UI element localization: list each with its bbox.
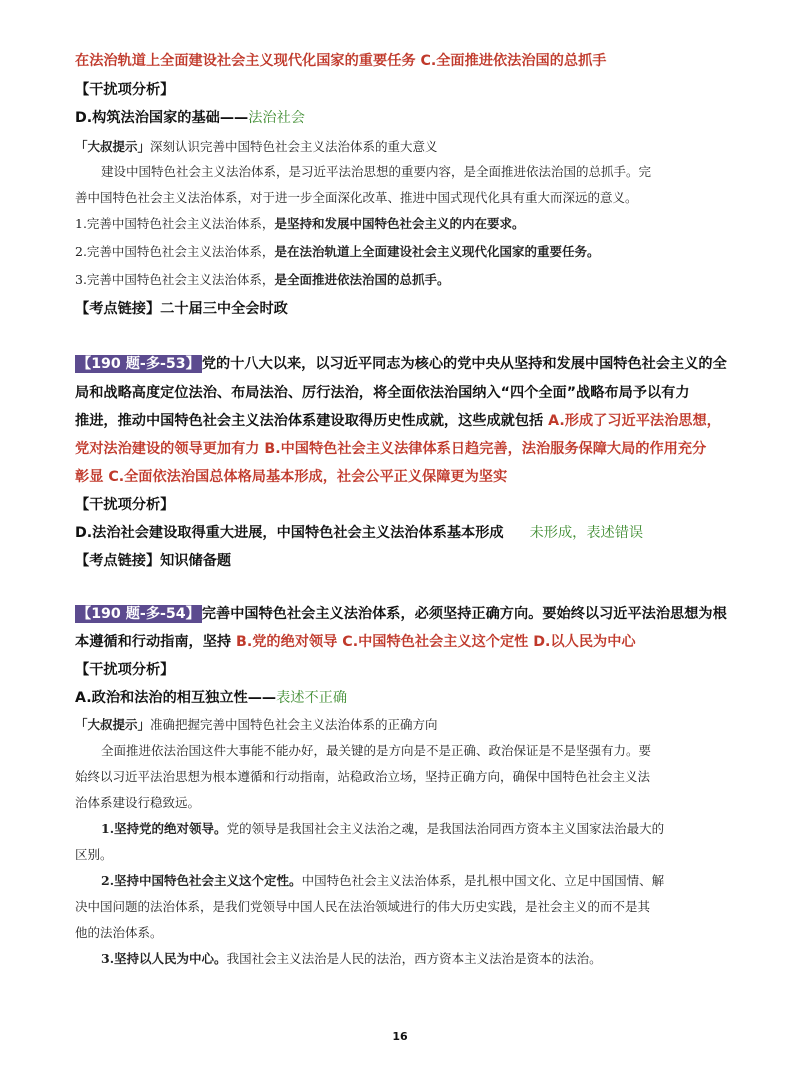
tip-item-1-cont: 区别。	[75, 847, 113, 862]
distractor-heading: 【干扰项分析】	[75, 82, 175, 98]
question-tag-54: 【190 题-多-54】	[77, 606, 200, 622]
page-number: 16	[392, 1030, 408, 1043]
distractor-d-note: 未形成，表述错误	[529, 525, 644, 541]
tip-point-2: 2.完善中国特色社会主义法治体系，是在法治轨道上全面建设社会主义现代化国家的重要任务。	[75, 244, 600, 259]
tip-paragraph-line: 建设中国特色社会主义法治体系，是习近平法治思想的重要内容，是全面推进依法治国的总抓手。完	[101, 164, 652, 179]
tip-item-2-cont: 决中国问题的法治体系，是我们党领导中国人民在法治领域进行的伟大历史实践，是社会主义的而不是其	[75, 899, 651, 914]
tip-item-2: 2.坚持中国特色社会主义这个定性。中国特色社会主义法治体系，是扎根中国文化、立足中国国情、解	[101, 873, 665, 888]
answer-continuation: 在法治轨道上全面建设社会主义现代化国家的重要任务 C.全面推进依法治国的总抓手	[75, 53, 607, 69]
answers-bcd: B.党的绝对领导 C.中国特色社会主义这个定性 D.以人民为中心	[236, 634, 636, 650]
distractor-a-note: 表述不正确	[276, 690, 348, 706]
exam-link: 【考点链接】知识储备题	[75, 553, 232, 569]
distractor-a: A.政治和法治的相互独立性——表述不正确	[75, 690, 348, 706]
distractor-d: D.法治社会建设取得重大进展，中国特色社会主义法治体系基本形成 未形成，表述错误	[75, 525, 644, 541]
tip-title: 准确把握完善中国特色社会主义法治体系的正确方向	[150, 717, 438, 732]
tip-paragraph-line: 善中国特色社会主义法治体系，对于进一步全面深化改革、推进中国式现代化具有重大而深远的意义。	[75, 190, 638, 205]
distractor-d-note: 法治社会	[248, 110, 305, 126]
question-tag-53: 【190 题-多-53】	[77, 356, 200, 372]
answer-c: 彰显 C.全面依法治国总体格局基本形成，社会公平正义保障更为坚实	[75, 469, 508, 485]
answer-b: 党对法治建设的领导更加有力 B.中国特色社会主义法律体系日趋完善，法治服务保障大局的作用充分	[75, 441, 707, 457]
tip-heading	[75, 137, 438, 155]
tip-paragraph-line: 全面推进依法治国这件大事能不能办好，最关键的是方向是不是正确、政治保证是不是坚强有力。要	[101, 743, 652, 758]
tip-prefix: 「大叔提示」	[75, 139, 151, 154]
question-53-line: 局和战略高度定位法治、布局法治、厉行法治，将全面依法治国纳入“四个全面”战略布局予以有力	[75, 385, 690, 401]
answer-a: A.形成了习近平法治思想，	[548, 413, 721, 429]
tip-item-3: 3.坚持以人民为中心。我国社会主义法治是人民的法治，西方资本主义法治是资本的法治。	[101, 951, 602, 966]
tip-item-1: 1.坚持党的绝对领导。党的领导是我国社会主义法治之魂，是我国法治同西方资本主义国家法治最大的	[101, 821, 665, 836]
question-54-line: 本遵循和行动指南，坚持 B.党的绝对领导 C.中国特色社会主义这个定性 D.以人民为中心	[75, 634, 636, 650]
question-53-line: 【190 题-多-53】 党的十八大以来，以习近平同志为核心的党中央从坚持和发展中国特色社会主义的全	[77, 356, 727, 372]
question-53-line: 推进，推动中国特色社会主义法治体系建设取得历史性成就，这些成就包括 A.形成了习近平法治思想，	[75, 413, 721, 429]
exam-link: 【考点链接】二十届三中全会时政	[75, 301, 288, 317]
tip-point-1: 1.完善中国特色社会主义法治体系，是坚持和发展中国特色社会主义的内在要求。	[75, 216, 525, 231]
tip-prefix: 「大叔提示」	[75, 717, 151, 732]
tip-paragraph-line: 始终以习近平法治思想为根本遵循和行动指南，站稳政治立场，坚持正确方向，确保中国特色社会主义法	[75, 769, 651, 784]
tip-heading	[75, 715, 438, 733]
tip-item-2-cont: 他的法治体系。	[75, 925, 163, 940]
tip-title: 深刻认识完善中国特色社会主义法治体系的重大意义	[150, 139, 438, 154]
distractor-d-text: D.构筑法治国家的基础——	[75, 110, 249, 126]
tip-point-3: 3.完善中国特色社会主义法治体系，是全面推进依法治国的总抓手。	[75, 272, 450, 287]
question-54-line: 【190 题-多-54】 完善中国特色社会主义法治体系，必须坚持正确方向。要始终以习近平法治思想为根	[77, 606, 727, 622]
distractor-d	[75, 107, 305, 127]
distractor-heading: 【干扰项分析】	[75, 497, 175, 513]
tip-paragraph-line: 治体系建设行稳致远。	[75, 795, 201, 810]
distractor-heading: 【干扰项分析】	[75, 662, 175, 678]
